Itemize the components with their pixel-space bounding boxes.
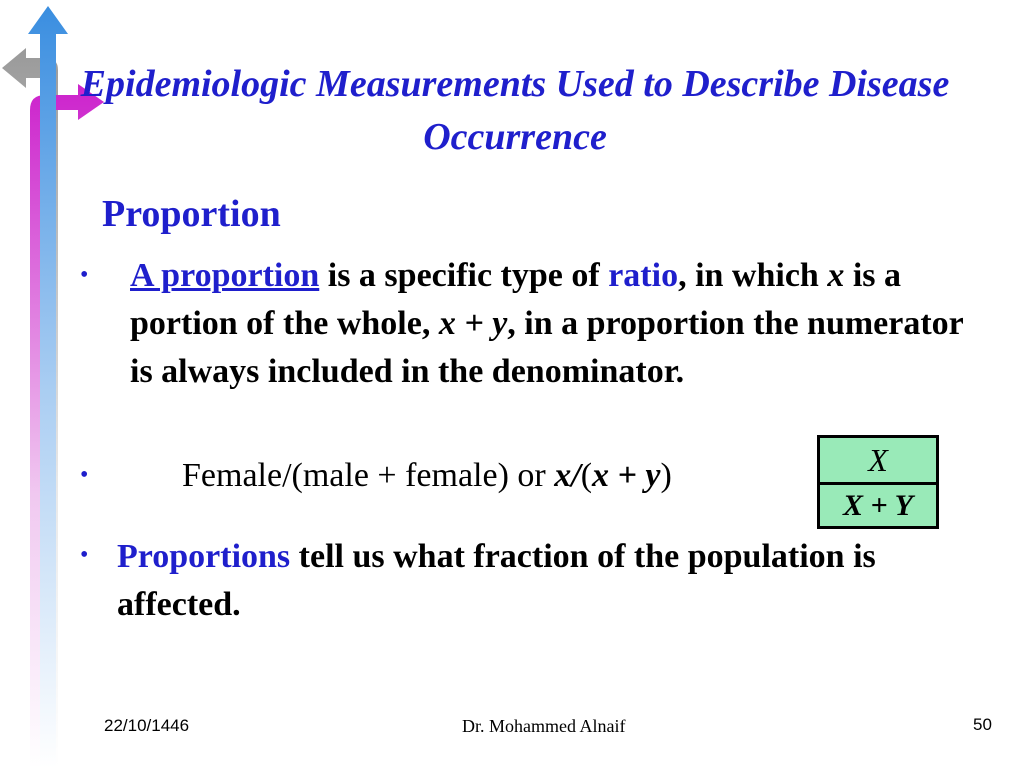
var-x: x bbox=[827, 257, 845, 294]
fraction-box bbox=[817, 435, 939, 529]
proportion-example: Female/(male + female) or x/(x + y) bbox=[182, 457, 672, 494]
footer-date: 22/10/1446 bbox=[104, 716, 190, 735]
fraction-numerator: X bbox=[868, 442, 888, 478]
formula-x-plus-y: x + y bbox=[592, 457, 661, 494]
proportions-term: Proportions bbox=[117, 538, 291, 575]
ratio-term: ratio bbox=[608, 257, 679, 294]
slide-title: Epidemiologic Measurements Used to Describe Disease Occurrence bbox=[80, 63, 950, 158]
proportion-link[interactable]: A proportion bbox=[130, 257, 320, 294]
fraction-denominator: X + Y bbox=[843, 489, 913, 522]
section-heading: Proportion bbox=[102, 193, 281, 235]
page-number: 50 bbox=[973, 715, 992, 734]
bullet-3: • bbox=[80, 542, 89, 568]
bullet-2: • bbox=[80, 462, 89, 488]
proportions-summary: Proportions tell us what fraction of the population is affected. bbox=[117, 538, 876, 623]
proportion-definition: A proportion is a specific type of ratio, in which x is a portion of the whole, x + y, in a proportion the numerator is always included in the denominator. bbox=[130, 257, 964, 390]
footer-author: Dr. Mohammed Alnaif bbox=[462, 716, 626, 736]
bullet-1: • bbox=[80, 262, 89, 288]
var-x-plus-y: x + y bbox=[438, 305, 508, 342]
formula-x: x/ bbox=[554, 457, 581, 494]
